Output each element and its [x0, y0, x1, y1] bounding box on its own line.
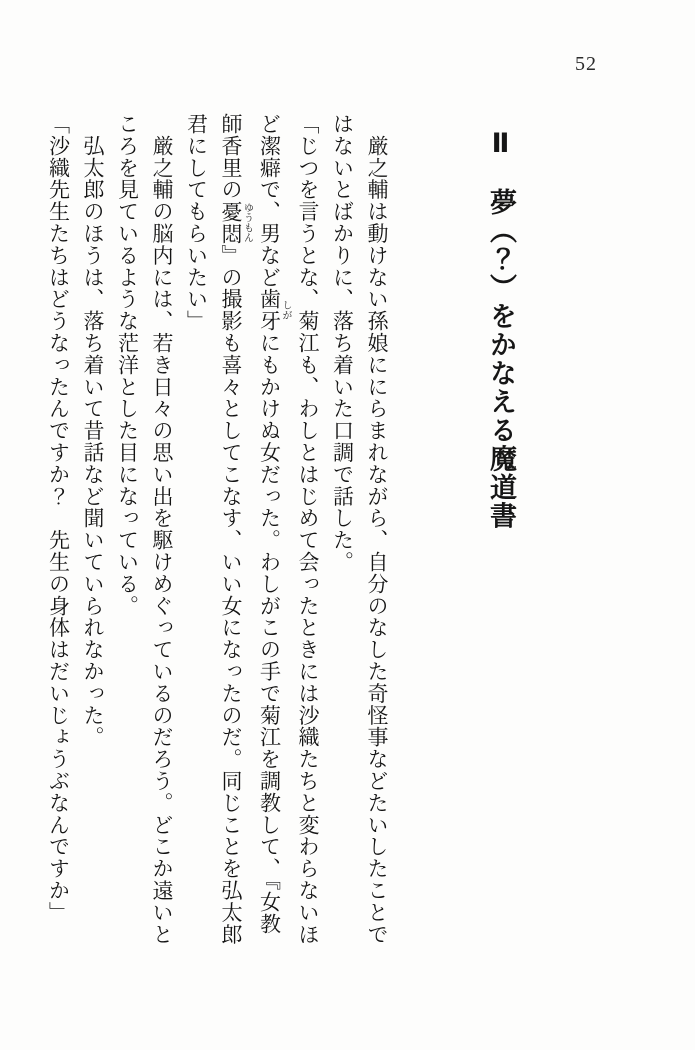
text-segment: 師香里の [219, 113, 243, 201]
text-segment: 』の撮影も喜々としてこなす、いい女になったのだ。同じことを弘太郎 [219, 244, 243, 946]
furigana-term [257, 288, 291, 333]
chapter-title: 夢（？）をかなえる魔道書 [486, 187, 516, 530]
text-column-1: 厳之輔は動けない孫娘ににらまれながら、自分のなした奇怪事などたいしたことで [365, 113, 389, 946]
furigana-term [219, 200, 253, 245]
text-segment: ど潔癖で、男など [257, 113, 282, 289]
furigana-reading: ゆうもん [241, 200, 253, 245]
furigana-base: 憂悶 [219, 200, 243, 245]
text-column-5 [214, 113, 253, 958]
text-column-3: 「じつを言うとな、菊江も、わしとはじめて会ったときには沙織たちと変わらないほ [296, 113, 320, 946]
furigana-reading: しが [280, 288, 291, 333]
furigana-base: 歯牙 [257, 288, 282, 333]
text-column-8: ころを見ているような茫洋とした目になっている。 [115, 113, 140, 617]
text-column-6: 君にしてもらいたい」 [184, 113, 209, 332]
body-text [41, 113, 394, 958]
text-column-10: 「沙織先生たちはどうなったんですか？ 先生の身体はだいじょうぶなんですか」 [46, 113, 71, 924]
page-number: 52 [575, 53, 597, 75]
text-segment: にもかけぬ女だった。わしがこの手で菊江を調教して、『女教 [257, 332, 282, 935]
text-column-4 [252, 113, 291, 958]
chapter-heading [485, 128, 516, 558]
chapter-numeral: Ⅱ [486, 128, 516, 161]
text-column-2: はないとばかりに、落ち着いた口調で話した。 [330, 113, 355, 573]
text-column-9: 弘太郎のほうは、落ち着いて昔話など聞いていられなかった。 [81, 113, 105, 749]
text-column-7: 厳之輔の脳内には、若き日々の思い出を駆けめぐっているのだろう。どこか遠いと [150, 113, 174, 946]
